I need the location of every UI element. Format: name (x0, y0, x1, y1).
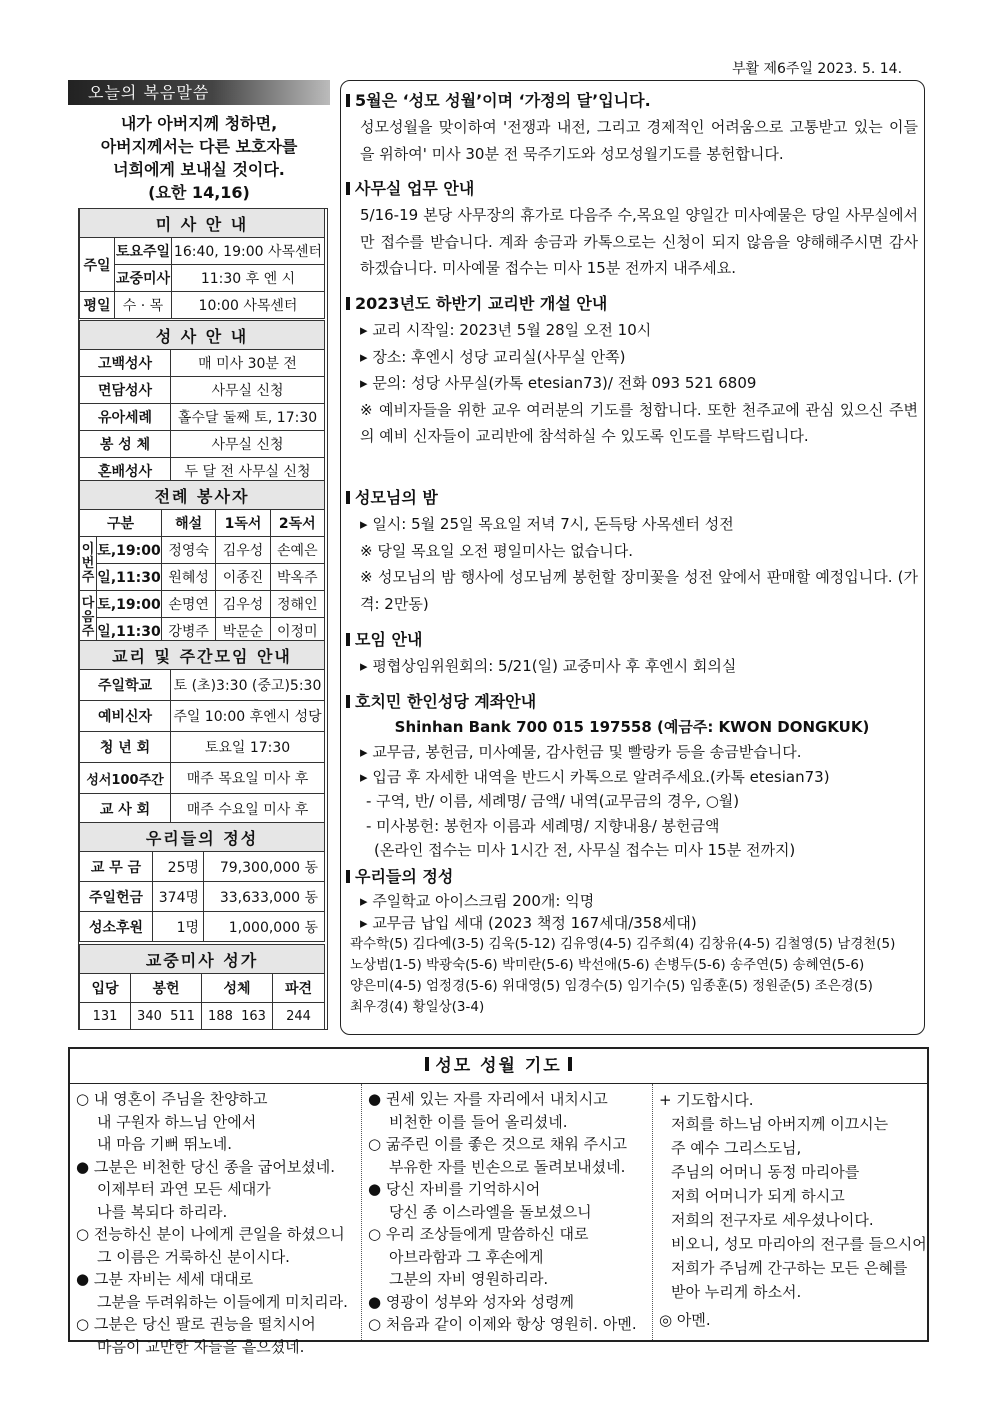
list-item: ▸ 장소: 후엔시 성당 교리실(사무실 안쪽) (360, 347, 626, 366)
servers-col-header: 1독서 (216, 510, 270, 537)
bullet-square-icon (346, 870, 350, 883)
list-item-text: 장소: 후엔시 성당 교리실(사무실 안쪽) (372, 347, 626, 366)
meeting-name: 교 사 회 (80, 794, 171, 825)
server-name: 손예은 (270, 537, 324, 564)
mass-day: 토요주일 (115, 238, 172, 265)
hymn-col-header: 봉헌 (131, 974, 202, 1003)
list-item: ▸ 문의: 성당 사무실(카톡 etesian73)/ 전화 093 521 6809 (360, 374, 757, 392)
prayer-line: ○ 전능하신 분이 나에게 큰일을 하셨으니 (76, 1225, 345, 1243)
hymn-number: 188 163 (202, 1003, 273, 1030)
detail-item: (온라인 접수는 미사 1시간 전, 사무실 접수는 미사 15분 전까지) (374, 841, 796, 859)
meetings-table (79, 640, 325, 825)
hymn-number: 340 511 (131, 1003, 202, 1030)
section-title (346, 689, 918, 715)
mass-time: 16:40, 19:00 사목센터 (172, 238, 325, 265)
prayer-line: ○ 우리 조상들에게 말씀하신 대로 (368, 1225, 589, 1243)
mass-heading: 미 사 안 내 (80, 209, 325, 238)
gospel-heading: 오늘의 복음말씀 (68, 80, 330, 105)
sacrament-name: 혼배성사 (80, 458, 171, 485)
sacrament-name: 봉 성 체 (80, 431, 171, 458)
prayer-column-1 (70, 1084, 361, 1356)
prayer-line: 주 예수 그리스도님, (671, 1139, 802, 1157)
list-item-text: 교리 시작일: 2023년 5월 28일 오전 10시 (372, 321, 652, 339)
list-item: ▸ 교리 시작일: 2023년 5월 28일 오전 10시 (360, 321, 652, 339)
server-name: 김우성 (216, 537, 270, 564)
offerings-heading: 우리들의 정성 (80, 823, 325, 852)
server-name: 원혜성 (162, 564, 216, 591)
sacrament-name: 고백성사 (80, 350, 171, 377)
prayer-line: 그분의 자비 영원하리라. (389, 1270, 549, 1288)
servers-heading: 전례 봉사자 (80, 481, 325, 510)
donor-names: 노상범(1-5) 박광숙(5-6) 박미란(5-6) 박선애(5-6) 손병두(5-6) 송주연(5) 송혜연(5-6) (350, 957, 865, 973)
prayer-line: 그분을 두려워하는 이들에게 미치리라. (97, 1292, 348, 1311)
mass-day: 수 · 목 (115, 292, 172, 319)
section-body: 성모성월을 맞이하여 '전쟁과 내전, 그리고 경제적인 어려움으로 고통받고 있는 이들을 위하여' 미사 30분 전 묵주기도와 성모성월기도를 봉헌합니다. (360, 118, 918, 163)
section-title (346, 627, 918, 653)
detail-item: - 미사봉헌: 봉헌자 이름과 세례명/ 지향내용/ 봉헌금액 (366, 816, 720, 835)
prayer-line: ● 그분은 비천한 당신 종을 굽어보셨네. (76, 1157, 336, 1176)
offering-amount: 1,000,000 동 (204, 912, 325, 942)
prayer-line: 내 구원자 하느님 안에서 (97, 1112, 257, 1131)
server-name: 손명연 (162, 591, 216, 618)
prayer-line: ● 그분 자비는 세세 대대로 (76, 1270, 254, 1288)
prayer-line: 이제부터 과연 모든 세대가 (97, 1180, 271, 1198)
prayer-line: ● 당신 자비를 기억하시어 (368, 1180, 541, 1198)
server-name: 박문순 (216, 618, 270, 645)
offerings-table (79, 822, 325, 942)
list-item-text: 일시: 5월 25일 목요일 저녁 7시, 돈득탕 사목센터 성전 (372, 515, 734, 533)
hymn-number: 244 (273, 1003, 325, 1030)
bulletin-date: 부활 제6주일 2023. 5. 14. (732, 61, 903, 77)
servers-col-header: 해설 (162, 510, 216, 537)
servers-time: 토,19:00 (97, 537, 162, 564)
list-item: ▸ 주일학교 아이스크림 200개: 익명 (360, 892, 595, 910)
sunday-label: 주일 (80, 238, 115, 292)
prayer-line: ● 권세 있는 자를 자리에서 내치시고 (368, 1090, 608, 1108)
prayer-line: ○ 그분은 당신 팔로 권능을 떨치시어 (76, 1315, 316, 1333)
prayer-heading-text: 성모 성월 기도 (435, 1056, 562, 1076)
list-item-text: 교무금 납입 세대 (2023 책정 167세대/358세대) (372, 914, 697, 932)
gospel-reference: (요한 14,16) (148, 183, 250, 202)
offering-count: 1명 (153, 912, 204, 942)
sacrament-value: 두 달 전 사무실 신청 (171, 458, 325, 485)
offering-name: 성소후원 (80, 912, 153, 942)
sacrament-value: 매 미사 30분 전 (171, 350, 325, 377)
server-name: 정해인 (270, 591, 324, 618)
list-item: ▸ 입금 후 자세한 내역을 반드시 카톡으로 알려주세요.(카톡 etesian73) (360, 767, 830, 786)
meeting-value: 토요일 17:30 (171, 732, 325, 763)
meeting-name: 예비신자 (80, 701, 171, 732)
servers-col-header: 구분 (80, 510, 162, 537)
section-title-text: 5월은 ‘성모 성월’이며 ‘가정의 달’입니다. (355, 91, 651, 110)
section-body: 5/16-19 본당 사무장의 휴가로 다음주 수,목요일 양일간 미사예물은 당일 사무실에서만 접수를 받습니다. 계좌 송금과 카톡으로는 신청이 되지 않음을 양해해주시면 감사하겠습니다. 미사예물 접수는 미사 15분 전까지 내주세요. (360, 206, 918, 277)
section-title-text: 성모님의 밤 (355, 488, 438, 507)
prayer-line: ○ 처음과 같이 이제와 항상 영원히. 아멘. (368, 1315, 637, 1333)
section-title-text: 2023년도 하반기 교리반 개설 안내 (355, 294, 608, 313)
prayer-line: 저희를 하느님 아버지께 이끄시는 (671, 1115, 889, 1133)
bullet-square-icon (346, 94, 350, 107)
mass-time: 10:00 사목센터 (172, 292, 325, 319)
hymns-table (79, 944, 325, 1030)
hymn-number: 131 (80, 1003, 131, 1030)
list-item: ▸ 평협상임위원회의: 5/21(일) 교중미사 후 후엔시 회의실 (360, 657, 737, 675)
section-note: ※ 성모님의 밤 행사에 성모님께 봉헌할 장미꽃을 성전 앞에서 판매할 예정입니다. (가격: 2만동) (360, 568, 918, 613)
server-name: 김우성 (216, 591, 270, 618)
mass-time: 11:30 후 엔 시 (172, 265, 325, 292)
meeting-value: 주일 10:00 후엔시 성당 (171, 701, 325, 732)
section-note: ※ 예비자들을 위한 교우 여러분의 기도를 청합니다. 또한 천주교에 관심 있으신 주변의 예비 신자들이 교리반에 참석하실 수 있도록 인도를 부탁드립니다. (360, 400, 918, 445)
prayer-column-2 (362, 1084, 652, 1340)
prayer-line: ○ 굶주린 이를 좋은 것으로 채워 주시고 (368, 1135, 628, 1153)
offering-amount: 79,300,000 동 (204, 852, 325, 882)
prayer-line: + 기도합시다. (659, 1091, 754, 1109)
section-title (346, 864, 918, 890)
section-catechism (346, 291, 918, 450)
prayer-line: 주님의 어머니 동정 마리아를 (671, 1163, 860, 1181)
hymn-col-header: 파견 (273, 974, 325, 1003)
sacrament-name: 면담성사 (80, 377, 171, 404)
bullet-square-icon (346, 297, 350, 310)
mass-table (79, 208, 325, 319)
offering-name: 교 무 금 (80, 852, 153, 882)
hymn-col-header: 성체 (202, 974, 273, 1003)
section-note: ※ 당일 목요일 오전 평일미사는 없습니다. (360, 541, 634, 560)
section-title-text: 모임 안내 (355, 630, 423, 649)
list-item-text: 평협상임위원회의: 5/21(일) 교중미사 후 후엔시 회의실 (372, 657, 737, 675)
section-office (346, 176, 918, 282)
servers-time: 일,11:30 (97, 618, 162, 645)
sacraments-heading: 성 사 안 내 (80, 321, 325, 350)
prayer-line: 받아 누리게 하소서. (671, 1283, 802, 1301)
detail-item: - 구역, 반/ 이름, 세례명/ 금액/ 내역(교무금의 경우, ○월) (366, 792, 740, 810)
prayer-heading (70, 1049, 927, 1084)
server-name: 이종진 (216, 564, 270, 591)
sacrament-value: 사무실 신청 (171, 431, 325, 458)
prayer-line: 나를 복되다 하리라. (97, 1202, 228, 1221)
prayer-line: 아브라함과 그 후손에게 (389, 1247, 544, 1266)
prayer-line: 비오니, 성모 마리아의 전구를 들으시어 (671, 1235, 927, 1253)
section-may (346, 88, 918, 167)
bullet-square-icon (346, 695, 350, 708)
offering-name: 주일헌금 (80, 882, 153, 912)
list-item-text: 교무금, 봉헌금, 미사예물, 감사헌금 및 빨랑카 등을 송금받습니다. (372, 743, 802, 761)
section-title (346, 176, 918, 202)
this-week-label: 이번주 (80, 537, 97, 591)
servers-col-header: 2독서 (270, 510, 324, 537)
server-name: 강병주 (162, 618, 216, 645)
prayer-line: 부유한 자를 빈손으로 돌려보내셨네. (389, 1157, 626, 1176)
section-title-text: 우리들의 정성 (355, 867, 454, 886)
sacraments-table (79, 320, 325, 485)
prayer-line: 저희 어머니가 되게 하시고 (671, 1187, 845, 1205)
gospel-line: 너희에게 보내실 것이다. (113, 160, 285, 179)
meeting-value: 매주 수요일 미사 후 (171, 794, 325, 825)
section-title (346, 291, 918, 317)
meeting-name: 성서100주간 (80, 763, 171, 794)
meeting-name: 청 년 회 (80, 732, 171, 763)
server-name: 정영숙 (162, 537, 216, 564)
prayer-line: ○ 내 영혼이 주님을 찬양하고 (76, 1090, 268, 1108)
meeting-value: 매주 목요일 미사 후 (171, 763, 325, 794)
sacrament-name: 유아세례 (80, 404, 171, 431)
prayer-line: 내 마음 기뻐 뛰노네. (97, 1135, 232, 1153)
servers-time: 일,11:30 (97, 564, 162, 591)
meetings-heading: 교리 및 주간모임 안내 (80, 641, 325, 670)
server-name: 박옥주 (270, 564, 324, 591)
donor-names: 곽수학(5) 김다예(3-5) 김욱(5-12) 김유영(4-5) 김주희(4) 김창유(4-5) 김철영(5) 남경천(5) (350, 936, 896, 952)
section-meeting (346, 627, 918, 680)
prayer-line: 당신 종 이스라엘을 돌보셨으니 (389, 1202, 592, 1221)
meeting-name: 주일학교 (80, 670, 171, 701)
prayer-box (68, 1047, 929, 1356)
offering-count: 374명 (153, 882, 204, 912)
section-title-text: 사무실 업무 안내 (355, 179, 475, 198)
bullet-square-icon (346, 633, 350, 646)
sacrament-value: 사무실 신청 (171, 377, 325, 404)
list-item-text: 주일학교 아이스크림 200개: 익명 (372, 892, 595, 910)
offering-count: 25명 (153, 852, 204, 882)
mass-day: 교중미사 (115, 265, 172, 292)
prayer-line: ◎ 아멘. (659, 1311, 711, 1329)
account-number: Shinhan Bank 700 015 197558 (예금주: KWON DONGKUK) (394, 718, 870, 736)
list-item: ▸ 일시: 5월 25일 목요일 저녁 7시, 돈득탕 사목센터 성전 (360, 515, 734, 533)
section-title-text: 호치민 한인성당 계좌안내 (355, 692, 537, 711)
gospel-verse (68, 112, 330, 204)
prayer-line: 마음이 교만한 자들을 흩으셨네. (97, 1337, 305, 1356)
list-item-text: 문의: 성당 사무실(카톡 etesian73)/ 전화 093 521 6809 (372, 374, 757, 392)
prayer-column-3 (653, 1084, 927, 1340)
section-title (346, 485, 918, 511)
meeting-value: 토 (초)3:30 (중고)5:30 (171, 670, 325, 701)
prayer-line: ● 영광이 성부와 성자와 성령께 (368, 1292, 575, 1311)
hymns-heading: 교중미사 성가 (80, 945, 325, 974)
donor-names: 최우경(4) 황일상(3-4) (350, 999, 485, 1015)
bullet-square-icon (346, 182, 350, 195)
section-offerings (346, 864, 918, 1018)
donor-names: 양은미(4-5) 엄정경(5-6) 위대영(5) 임경수(5) 임기수(5) 임종훈(5) 정원준(5) 조은경(5) (350, 978, 873, 994)
next-week-label: 다음주 (80, 591, 97, 645)
list-item-text: 입금 후 자세한 내역을 반드시 카톡으로 알려주세요.(카톡 etesian73) (372, 767, 830, 786)
gospel-line: 아버지께서는 다른 보호자를 (100, 137, 298, 156)
prayer-line: 그 이름은 거룩하신 분이시다. (97, 1247, 290, 1266)
bullet-square-icon (346, 491, 350, 504)
list-item: ▸ 교무금, 봉헌금, 미사예물, 감사헌금 및 빨랑카 등을 송금받습니다. (360, 743, 802, 761)
prayer-line: 비천한 이를 들어 올리셨네. (389, 1112, 568, 1131)
section-title (346, 88, 918, 114)
gospel-line: 내가 아버지께 청하면, (120, 114, 278, 133)
section-account (346, 689, 918, 863)
bullet-square-icon (425, 1057, 429, 1071)
server-name: 이정미 (270, 618, 324, 645)
prayer-line: 저희가 주님께 간구하는 모든 은혜를 (671, 1259, 908, 1277)
hymn-col-header: 입당 (80, 974, 131, 1003)
section-mary-night (346, 485, 918, 617)
bullet-square-icon (568, 1057, 572, 1071)
list-item: ▸ 교무금 납입 세대 (2023 책정 167세대/358세대) (360, 914, 697, 932)
servers-table (79, 480, 325, 645)
servers-time: 토,19:00 (97, 591, 162, 618)
offering-amount: 33,633,000 동 (204, 882, 325, 912)
sacrament-value: 홀수달 둘째 토, 17:30 (171, 404, 325, 431)
prayer-line: 저희의 전구자로 세우셨나이다. (671, 1211, 874, 1229)
weekday-label: 평일 (80, 292, 115, 319)
